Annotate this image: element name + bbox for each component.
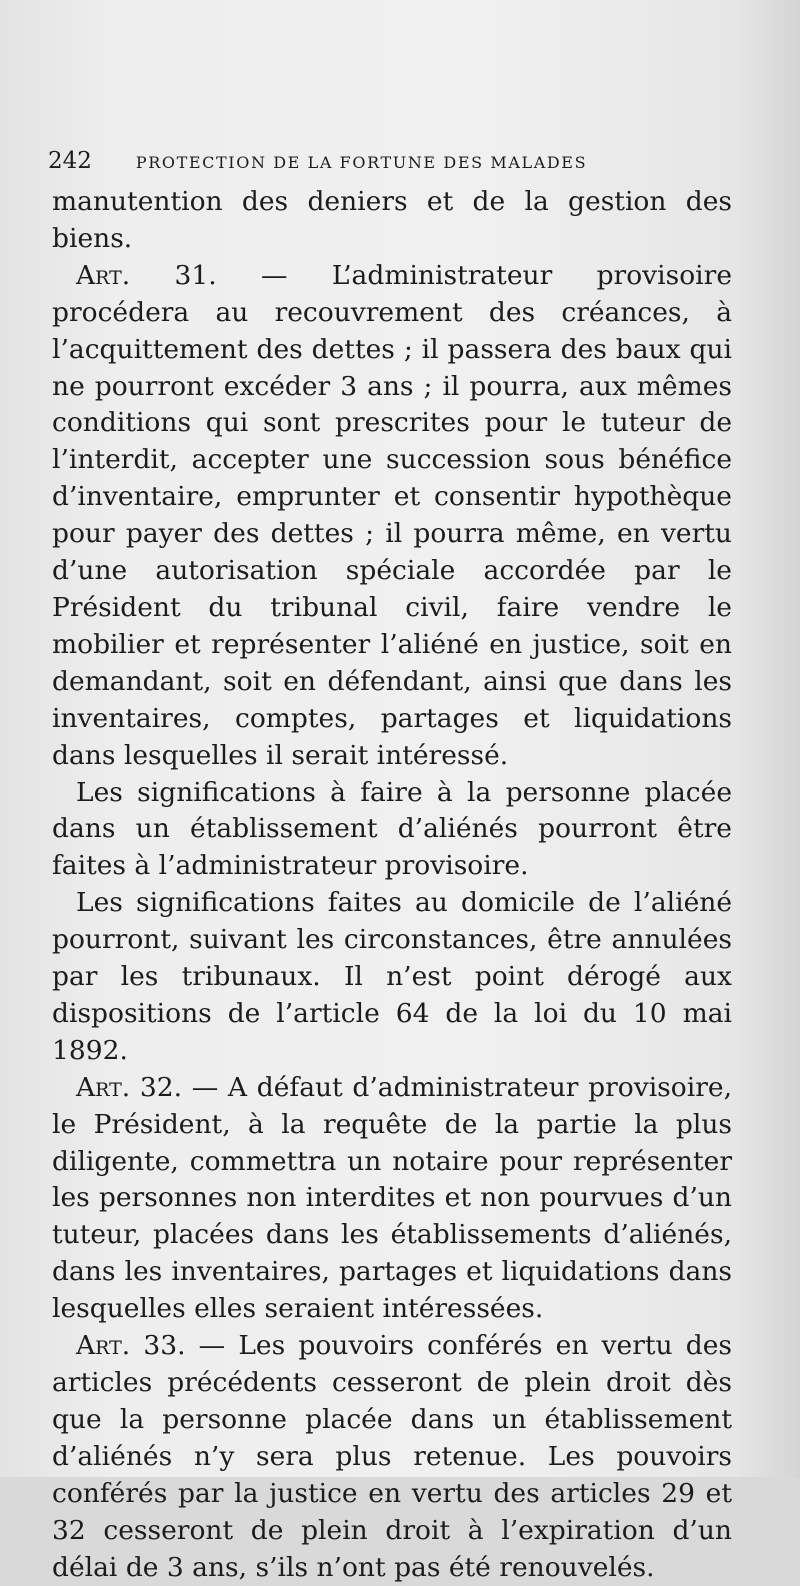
paragraph-text: 32. — A défaut d’administrateur provisoire, le Président, à la requête de la partie la plus diligente, commettra un notaire pour représenter les personnes non interdites et non pourvues d’un tuteur, placées dans les établissements d’aliénés, dans les inventaires, partages et liquidations dans lesquelles elles seraient intéressées. [52,1071,732,1325]
paragraph-text: Les significations faites au domicile de l’aliéné pourront, suivant les circonstances, être annulées par les tribunaux. Il n’est point dérogé aux dispositions de l’article 64 de la loi du 10 mai 1892. [52,887,732,1066]
article-label: Art. [76,1071,131,1103]
paragraph-text: 31. — L’administrateur provisoire procédera au recouvrement des créances, à l’acquittement des dettes ; il passera des baux qui ne pourront excéder 3 ans ; il pourra, aux mêmes conditions qui sont prescrites pour le tuteur de l’interdit, accepter une succession sous bénéfice d’inventaire, emprunter et consentir hypothèque pour payer des dettes ; il pourra même, en vertu d’une autorisation spéciale accordée par le Président du tribunal civil, faire vendre le mobilier et représenter l’aliéné en justice, soit en demandant, soit en défendant, ainsi que dans les inventaires, comptes, partages et liquidations dans lesquelles il serait intéressé. [52,259,732,771]
paragraph-text: 33. — Les pouvoirs conférés en vertu des articles précédents cesseront de plein droit dès que la personne placée dans un établissement d’aliénés n’y sera plus retenue. Les pouvoirs conférés par la justice en vertu des articles 29 et 32 cesseront de plein droit à l’expiration d’un délai de 3 ans, s’ils n’ont pas été renouvelés. [52,1330,732,1583]
paragraph-text: Les significations à faire à la personne placée dans un établissement d’aliénés pourront être faites à l’administrateur provisoire. [52,776,732,882]
paragraph-continuation [52,184,732,258]
article-label: Art. [76,259,131,291]
article-label: Art. [76,1330,131,1362]
paragraph-significations [52,775,732,886]
article-31 [52,258,732,775]
paragraph-text: manutention des deniers et de la gestion des biens. [52,186,732,254]
body-text [52,184,732,1586]
article-32 [52,1070,732,1328]
paragraph-domicile [52,885,732,1070]
article-33 [52,1328,732,1586]
page-number: 242 [48,148,92,174]
running-title: PROTECTION DE LA FORTUNE DES MALADES [135,153,588,172]
page-header [48,148,740,174]
